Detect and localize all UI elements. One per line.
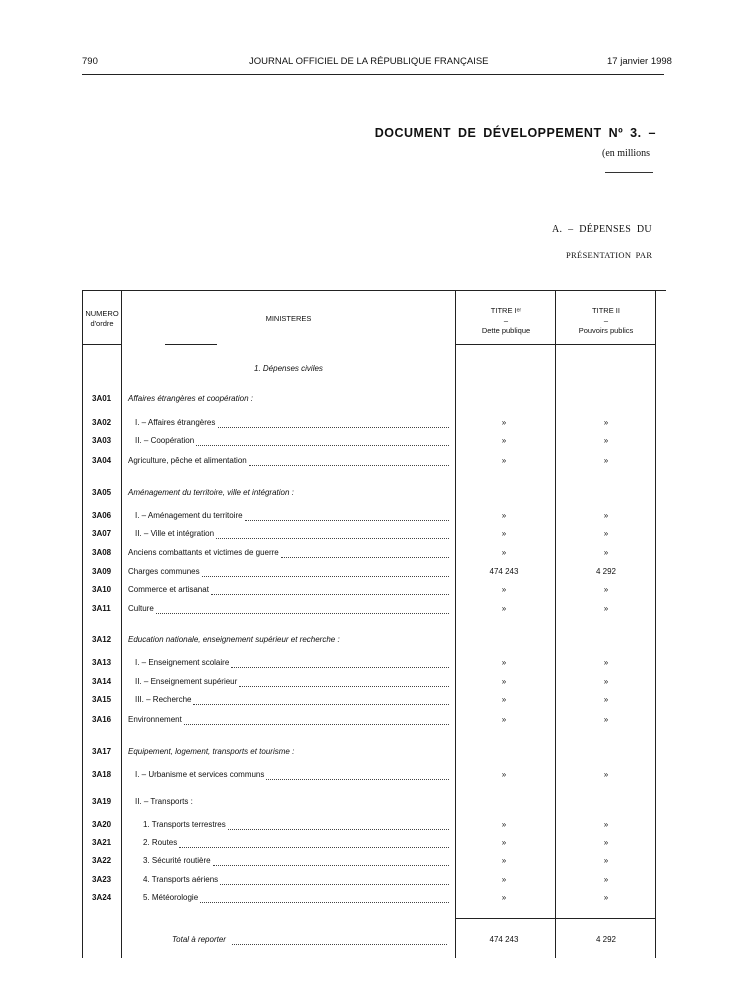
table-row	[82, 747, 666, 761]
row-titre2-value: »	[603, 715, 609, 724]
dot-leader	[281, 548, 449, 558]
table-row	[82, 529, 666, 543]
dot-leader	[196, 436, 449, 446]
dot-leader	[231, 658, 449, 668]
dot-leader	[220, 875, 449, 885]
dot-leader	[202, 567, 449, 577]
table-row	[82, 893, 666, 907]
row-label: Commerce et artisanat	[128, 585, 209, 594]
table-row	[82, 797, 666, 811]
dot-leader	[211, 585, 449, 595]
table-row	[82, 770, 666, 784]
header-bottom-rule-numero	[82, 344, 122, 345]
col-header-titre1: TITRE Iᵉʳ – Dette publique	[481, 306, 531, 335]
row-label: Equipement, logement, transports et tourisme :	[128, 747, 295, 756]
row-titre2-value: »	[603, 893, 609, 902]
row-code: 3A06	[92, 511, 112, 520]
row-titre1-value: »	[501, 695, 507, 704]
subtitle-rule	[605, 172, 653, 173]
row-label: 1. Transports terrestres	[143, 820, 226, 829]
document-title: DOCUMENT DE DÉVELOPPEMENT Nº 3. –	[374, 126, 656, 140]
table-row	[82, 838, 666, 852]
dot-leader	[218, 418, 449, 428]
total-row	[82, 935, 666, 949]
table-row	[82, 456, 666, 470]
row-code: 3A16	[92, 715, 112, 724]
row-label: II. – Coopération	[135, 436, 195, 445]
ministeres-header-underline	[165, 344, 217, 345]
table-row	[82, 875, 666, 889]
row-titre1-value: »	[501, 838, 507, 847]
row-titre2-value: »	[603, 820, 609, 829]
row-titre2-value: »	[603, 548, 609, 557]
row-titre2-value: »	[603, 770, 609, 779]
table-row	[82, 488, 666, 502]
row-titre2-value: »	[603, 838, 609, 847]
journal-title: JOURNAL OFFICIEL DE LA RÉPUBLIQUE FRANÇAISE	[249, 56, 489, 67]
row-code: 3A24	[92, 893, 112, 902]
total-titre2: 4 292	[595, 935, 617, 944]
row-code: 3A19	[92, 797, 112, 806]
table-row	[82, 715, 666, 729]
dot-leader	[266, 770, 449, 780]
table-top-rule	[82, 290, 666, 291]
table-row	[82, 436, 666, 450]
row-code: 3A03	[92, 436, 112, 445]
table-row	[82, 820, 666, 834]
row-titre1-value: »	[501, 658, 507, 667]
col-header-titre2: TITRE II – Pouvoirs publics	[578, 306, 634, 335]
row-titre2-value: »	[603, 604, 609, 613]
header-rule	[82, 74, 664, 75]
dot-leader	[156, 604, 449, 614]
row-code: 3A10	[92, 585, 112, 594]
row-label: 4. Transports aériens	[143, 875, 219, 884]
row-titre1-value: »	[501, 456, 507, 465]
row-titre1-value: »	[501, 715, 507, 724]
row-titre1-value: »	[501, 585, 507, 594]
table-section-heading: 1. Dépenses civiles	[254, 364, 323, 373]
row-titre2-value: »	[603, 658, 609, 667]
dot-leader	[228, 820, 449, 830]
row-code: 3A22	[92, 856, 112, 865]
row-titre2-value: »	[603, 436, 609, 445]
row-code: 3A14	[92, 677, 112, 686]
row-code: 3A17	[92, 747, 112, 756]
table-row	[82, 695, 666, 709]
col-header-numero: NUMERO d'ordre	[85, 309, 119, 328]
row-titre1-value: »	[501, 893, 507, 902]
dot-leader	[200, 893, 449, 903]
dot-leader	[249, 456, 449, 466]
table-row	[82, 511, 666, 525]
document-subtitle: (en millions	[602, 148, 651, 159]
presentation-heading: PRÉSENTATION PAR	[566, 250, 653, 260]
table-row	[82, 567, 666, 581]
row-code: 3A18	[92, 770, 112, 779]
section-heading: A. – DÉPENSES DU	[552, 224, 652, 235]
row-titre1-value: »	[501, 820, 507, 829]
total-label: Total à reporter	[172, 935, 226, 944]
col-header-ministeres: MINISTERES	[265, 314, 312, 323]
row-label: I. – Urbanisme et services communs	[135, 770, 265, 779]
row-titre2-value: »	[603, 511, 609, 520]
row-code: 3A07	[92, 529, 112, 538]
row-titre2-value: »	[603, 875, 609, 884]
row-titre1-value: »	[501, 770, 507, 779]
row-titre2-value: »	[603, 529, 609, 538]
row-label: Agriculture, pêche et alimentation	[128, 456, 247, 465]
table-row	[82, 677, 666, 691]
row-titre2-value: »	[603, 856, 609, 865]
row-label: III. – Recherche	[135, 695, 192, 704]
row-titre1-value: »	[501, 677, 507, 686]
row-titre1-value: »	[501, 511, 507, 520]
row-code: 3A13	[92, 658, 112, 667]
row-label: Culture	[128, 604, 154, 613]
row-titre1-value: »	[501, 856, 507, 865]
row-code: 3A09	[92, 567, 112, 576]
row-titre1-value: »	[501, 529, 507, 538]
row-titre1-value: 474 243	[489, 567, 519, 576]
row-titre2-value: 4 292	[595, 567, 617, 576]
dot-leader	[216, 529, 449, 539]
row-label: 5. Météorologie	[143, 893, 199, 902]
row-code: 3A08	[92, 548, 112, 557]
table-row	[82, 635, 666, 649]
row-titre2-value: »	[603, 418, 609, 427]
row-code: 3A02	[92, 418, 112, 427]
row-titre1-value: »	[501, 548, 507, 557]
total-leader	[232, 935, 447, 945]
row-titre2-value: »	[603, 456, 609, 465]
row-label: I. – Affaires étrangères	[135, 418, 216, 427]
row-code: 3A04	[92, 456, 112, 465]
row-label: 3. Sécurité routière	[143, 856, 211, 865]
row-code: 3A21	[92, 838, 112, 847]
row-label: 2. Routes	[143, 838, 178, 847]
row-code: 3A15	[92, 695, 112, 704]
dot-leader	[245, 511, 449, 521]
table-row	[82, 418, 666, 432]
dot-leader	[239, 677, 449, 687]
row-label: Aménagement du territoire, ville et intégration :	[128, 488, 294, 497]
row-code: 3A12	[92, 635, 112, 644]
row-label: Education nationale, enseignement supérieur et recherche :	[128, 635, 340, 644]
row-label: Affaires étrangères et coopération :	[128, 394, 253, 403]
total-titre1: 474 243	[489, 935, 519, 944]
table-row	[82, 856, 666, 870]
dot-leader	[213, 856, 449, 866]
row-code: 3A05	[92, 488, 112, 497]
row-code: 3A11	[92, 604, 111, 613]
page-number: 790	[82, 56, 98, 67]
row-label: II. – Enseignement supérieur	[135, 677, 238, 686]
row-label: II. – Ville et intégration	[135, 529, 215, 538]
table-row	[82, 585, 666, 599]
row-label: Environnement	[128, 715, 182, 724]
row-label: I. – Aménagement du territoire	[135, 511, 243, 520]
row-titre1-value: »	[501, 436, 507, 445]
table-row	[82, 658, 666, 672]
row-code: 3A20	[92, 820, 112, 829]
table-row	[82, 394, 666, 408]
row-label: Charges communes	[128, 567, 200, 576]
row-titre2-value: »	[603, 695, 609, 704]
page-date: 17 janvier 1998	[607, 56, 672, 67]
row-label: II. – Transports :	[135, 797, 193, 806]
row-titre2-value: »	[603, 585, 609, 594]
row-label: Anciens combattants et victimes de guerre	[128, 548, 279, 557]
dot-leader	[179, 838, 449, 848]
table-row	[82, 604, 666, 618]
row-label: I. – Enseignement scolaire	[135, 658, 230, 667]
row-titre1-value: »	[501, 604, 507, 613]
row-titre1-value: »	[501, 418, 507, 427]
row-titre2-value: »	[603, 677, 609, 686]
dot-leader	[184, 715, 449, 725]
dot-leader	[193, 695, 449, 705]
row-titre1-value: »	[501, 875, 507, 884]
table-row	[82, 548, 666, 562]
total-top-rule	[455, 918, 656, 919]
row-code: 3A01	[92, 394, 112, 403]
row-code: 3A23	[92, 875, 112, 884]
header-bottom-rule-titres	[455, 344, 656, 345]
